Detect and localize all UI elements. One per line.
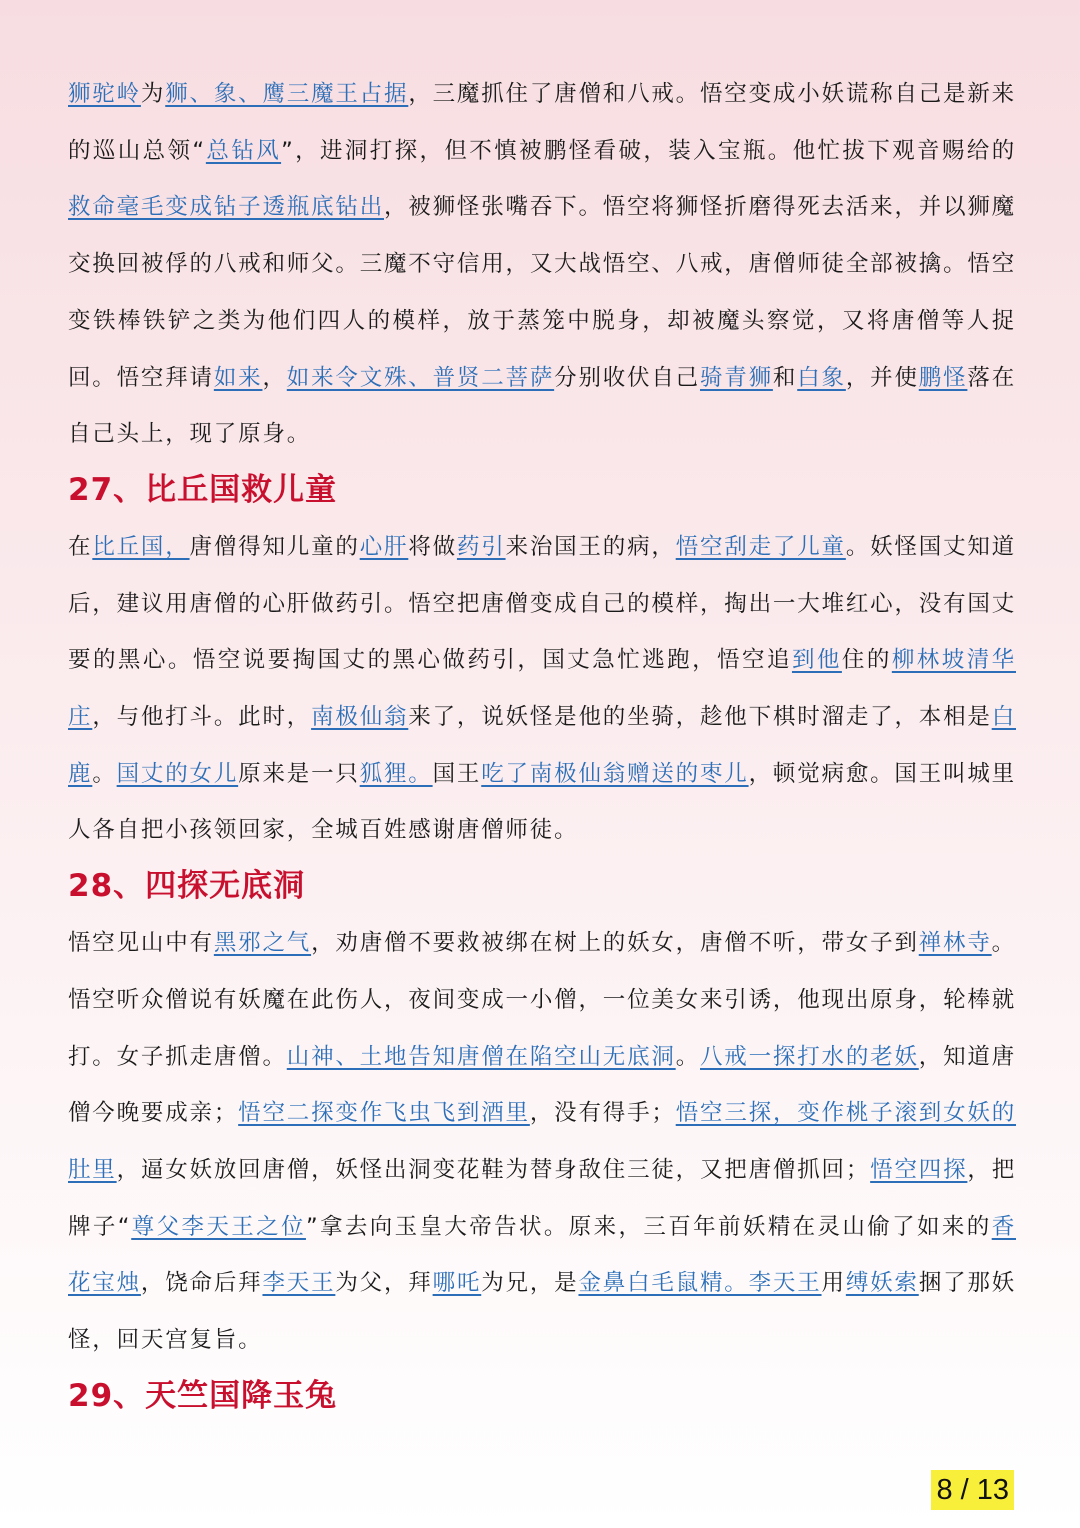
inline-link[interactable]: 柳林坡清华庄 xyxy=(68,647,1016,731)
text-run: ，知道唐僧今晚要成亲； xyxy=(68,1043,1016,1127)
article-content xyxy=(68,66,1016,1425)
text-run: ，被狮怪张嘴吞下。悟空将狮怪折磨得死去活来，并以狮魔交换回被俘的八戒和师父。三魔不守信用，又大战悟空、八戒，唐僧师徒全部被擒。悟空变铁棒铁铲之类为他们四人的模样，放于蒸笼中脱身，却被魔头察觉，又将唐僧等人捉回。悟空拜请 xyxy=(68,194,1016,391)
section-paragraph xyxy=(68,915,1016,1369)
inline-link[interactable]: 悟空刮走了儿童 xyxy=(675,533,846,560)
inline-link[interactable]: 到他 xyxy=(791,647,842,674)
inline-link[interactable]: 如来 xyxy=(213,364,263,391)
inline-link[interactable]: 国丈的女儿 xyxy=(116,760,239,787)
text-run: 唐僧得知儿童的 xyxy=(189,533,360,560)
inline-link[interactable]: 骑青狮 xyxy=(699,364,773,391)
text-run: ，与他打斗。此时， xyxy=(92,704,312,731)
inline-link[interactable]: 悟空二探变作飞虫飞到酒里 xyxy=(238,1100,530,1127)
inline-link[interactable]: 哪吒 xyxy=(432,1270,482,1297)
text-run: 为兄，是 xyxy=(481,1270,579,1297)
inline-link[interactable]: 心肝 xyxy=(359,533,409,560)
text-run: ”，进洞打探，但不慎被鹏怪看破，装入宝瓶。他忙拔下观音赐给的 xyxy=(281,137,1016,164)
text-run: 来治国王的病， xyxy=(505,533,676,560)
inline-link[interactable]: 救命毫毛变成钻子透瓶底钻出 xyxy=(68,194,384,221)
inline-link[interactable]: 药引 xyxy=(456,533,506,560)
text-run: 。妖怪国丈知道后，建议用唐僧的心肝做药引。悟空把唐僧变成自己的模样，掏出一大堆红心，没有国丈要的黑心。悟空说要掏国丈的黑心做药引，国丈急忙逃跑，悟空追 xyxy=(68,533,1016,674)
section-paragraph xyxy=(68,66,1016,463)
text-run: 国王 xyxy=(432,760,482,787)
inline-link[interactable]: 禅林寺 xyxy=(918,930,992,957)
text-run: ，顿觉病愈。国王叫城里人各自把小孩领回家，全城百姓感谢唐僧师徒。 xyxy=(68,760,1016,844)
inline-link[interactable]: 黑邪之气 xyxy=(213,930,312,957)
inline-link[interactable]: 缚妖索 xyxy=(845,1270,919,1297)
page-indicator: 8 / 13 xyxy=(931,1470,1014,1510)
inline-link[interactable]: 白鹿 xyxy=(68,704,1016,787)
text-run: 。 xyxy=(92,760,117,787)
inline-link[interactable]: 狐狸。 xyxy=(359,760,433,787)
text-run: ，没有得手； xyxy=(529,1100,676,1127)
text-run: 落在自己头上，现了原身。 xyxy=(68,364,1016,448)
text-run: 悟空见山中有 xyxy=(68,930,214,957)
text-run: 为父，拜 xyxy=(335,1270,433,1297)
section-heading: 28、四探无底洞 xyxy=(68,868,306,905)
text-run: 原来是一只 xyxy=(238,760,360,787)
text-run: 将做 xyxy=(408,533,457,560)
inline-link[interactable]: 南极仙翁 xyxy=(311,704,409,731)
inline-link[interactable]: 李天王 xyxy=(262,1270,336,1297)
text-run: ”拿去向玉皇大帝告状。原来，三百年前妖精在灵山偷了如来的 xyxy=(305,1213,992,1240)
text-run: 捆了那妖怪，回天宫复旨。 xyxy=(68,1270,1016,1354)
text-run: ，三魔抓住了唐僧和八戒。悟空变成小妖谎称自己是新来的巡山总领“ xyxy=(68,81,1016,164)
inline-link[interactable]: 山神、土地告知唐僧在陷空山无底洞 xyxy=(286,1043,676,1070)
section-paragraph xyxy=(68,519,1016,859)
inline-link[interactable]: 狮、象、鹰三魔王占据 xyxy=(165,81,409,107)
text-run: 。 xyxy=(675,1043,700,1070)
inline-link[interactable]: 香花宝烛 xyxy=(68,1213,1016,1297)
inline-link[interactable]: 尊父李天王之位 xyxy=(131,1213,306,1240)
section-heading: 29、天竺国降玉兔 xyxy=(68,1377,338,1414)
text-run: ，把牌子“ xyxy=(68,1156,1016,1240)
inline-link[interactable]: 如来令文殊、普贤二菩萨 xyxy=(286,364,555,391)
text-run: ，饶命后拜 xyxy=(140,1270,263,1297)
text-run: 和 xyxy=(772,364,798,391)
inline-link[interactable]: 比丘国， xyxy=(92,533,190,560)
inline-link[interactable]: 金鼻白毛鼠精。李天王 xyxy=(578,1270,822,1297)
inline-link[interactable]: 总钻风 xyxy=(205,137,282,164)
text-run: ， xyxy=(262,364,287,391)
text-run: 用 xyxy=(821,1270,846,1297)
text-run: 分别收伏自己 xyxy=(554,364,700,391)
text-run: ，并使 xyxy=(845,364,919,391)
inline-link[interactable]: 悟空四探 xyxy=(870,1156,968,1183)
inline-link[interactable]: 狮驼岭 xyxy=(68,81,141,107)
text-run: 来了，说妖怪是他的坐骑，趁他下棋时溜走了，本相是 xyxy=(408,704,992,731)
text-run: ，劝唐僧不要救被绑在树上的妖女，唐僧不听，带女子到 xyxy=(311,930,919,957)
text-run: 在 xyxy=(68,533,93,560)
inline-link[interactable]: 八戒一探打水的老妖 xyxy=(700,1043,919,1070)
inline-link[interactable]: 白象 xyxy=(797,364,846,391)
inline-link[interactable]: 吃了南极仙翁赠送的枣儿 xyxy=(481,760,749,787)
text-run: ，逼女妖放回唐僧，妖怪出洞变花鞋为替身敌住三徒，又把唐僧抓回； xyxy=(116,1156,871,1183)
text-run: 住的 xyxy=(841,647,892,674)
text-run: 。悟空听众僧说有妖魔在此伤人，夜间变成一小僧，一位美女来引诱，他现出原身，轮棒就打。女子抓走唐僧。 xyxy=(68,930,1016,1070)
section-heading: 27、比丘国救儿童 xyxy=(68,471,338,508)
text-run: 为 xyxy=(140,81,166,107)
inline-link[interactable]: 鹏怪 xyxy=(918,364,968,391)
inline-link[interactable]: 悟空三探，变作桃子滚到女妖的肚里 xyxy=(68,1100,1017,1183)
